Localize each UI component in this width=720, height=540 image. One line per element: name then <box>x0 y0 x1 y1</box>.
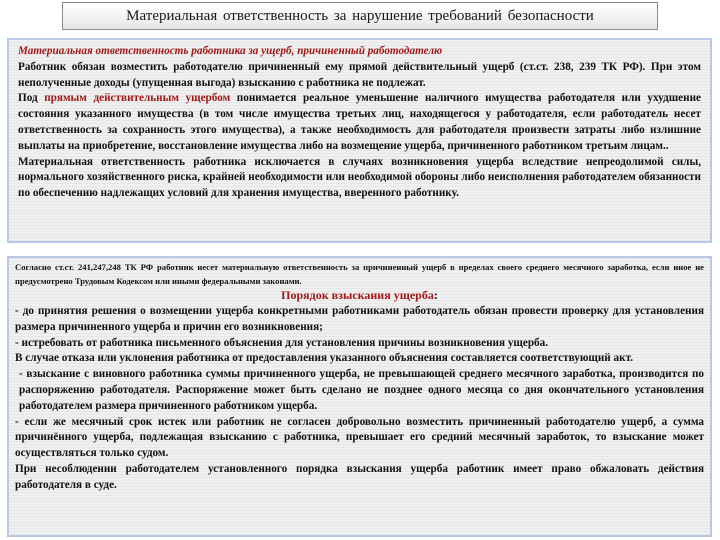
recovery-procedure-title: Порядок взыскания ущерба <box>281 288 434 303</box>
recovery-procedure-colon: : <box>433 288 438 303</box>
damage-recovery-panel <box>7 256 712 537</box>
procedure-item: В случае отказа или уклонения работника от предоставления указанного объяснения составляется соответствующий акт. <box>15 352 634 365</box>
procedure-item: - взыскание с виновного работника суммы причиненного ущерба, не превышающей среднего месячного заработка, производится по распоряжению работодателя. Распоряжение может быть сделано не позднее одного месяца со дня окончательного установления работодателем размера причиненного работником ущерба. <box>19 368 704 412</box>
title-bar <box>62 2 658 30</box>
direct-damage-definition: понимается реальное уменьшение наличного имущества работодателя или ухудшение состояния указанного имущества (в том числе имущества третьих лиц, находящегося у работодателя, если работодатель несет ответственность за сохранность этого имущества), а также необходимость для работодателя произвести затраты либо излишние выплаты на приобретение, восстановление имущества либо на возмещение ущерба, причиненного работником третьим лицам.. <box>18 92 701 152</box>
compensation-paragraph: Работник обязан возместить работодателю причиненный ему прямой действительный ущерб (ст.ст. 238, 239 ТК РФ). При этом неполученные доходы (упущенная выгода) взысканию с работника не подлежат. <box>18 60 701 89</box>
procedure-item: - до принятия решения о возмещении ущерба конкретными работниками работодатель обязан провести проверку для установления размера причиненного ущерба и причин его возникновения; <box>15 304 704 333</box>
liability-limit-intro: Согласно ст.ст. 241,247,248 ТК РФ работник несет материальную ответственность за причиненный ущерб в пределах своего среднего месячного заработка, если иное не предусмотрено Трудовым Кодексом или иными федеральными законами. <box>15 262 704 286</box>
direct-damage-paragraph <box>18 91 701 154</box>
employee-liability-panel <box>7 38 712 243</box>
procedure-item: При несоблюдении работодателем установленного порядка взыскания ущерба работник имеет право обжаловать действия работодателя в суде. <box>15 462 704 491</box>
recovery-procedure-heading <box>15 288 704 304</box>
procedure-item: - истребовать от работника письменного объяснения для установления причины возникновения ущерба. <box>15 336 549 349</box>
direct-damage-intro: Под <box>18 92 45 105</box>
liability-heading: Материальная ответственность работника за ущерб, причиненный работодателю <box>18 45 443 57</box>
slide-title: Материальная ответственность за нарушение требований безопасности <box>126 7 594 24</box>
liability-exclusions-paragraph: Материальная ответственность работника исключается в случаях возникновения ущерба вследствие непреодолимой силы, нормального хозяйственного риска, крайней необходимости или необходимой обороны либо неисполнения работодателем обязанности по обеспечению надлежащих условий для хранения имущества, вверенного работнику. <box>18 155 701 200</box>
procedure-item: - если же месячный срок истек или работник не согласен добровольно возместить причиненный работодателю ущерб, а сумма причинённого ущерба, подлежащая взысканию с работника, превышает его средний месячный заработок, то взыскание может осуществляться только судом. <box>15 415 704 460</box>
direct-damage-term: прямым действительным ущербом <box>44 92 231 105</box>
